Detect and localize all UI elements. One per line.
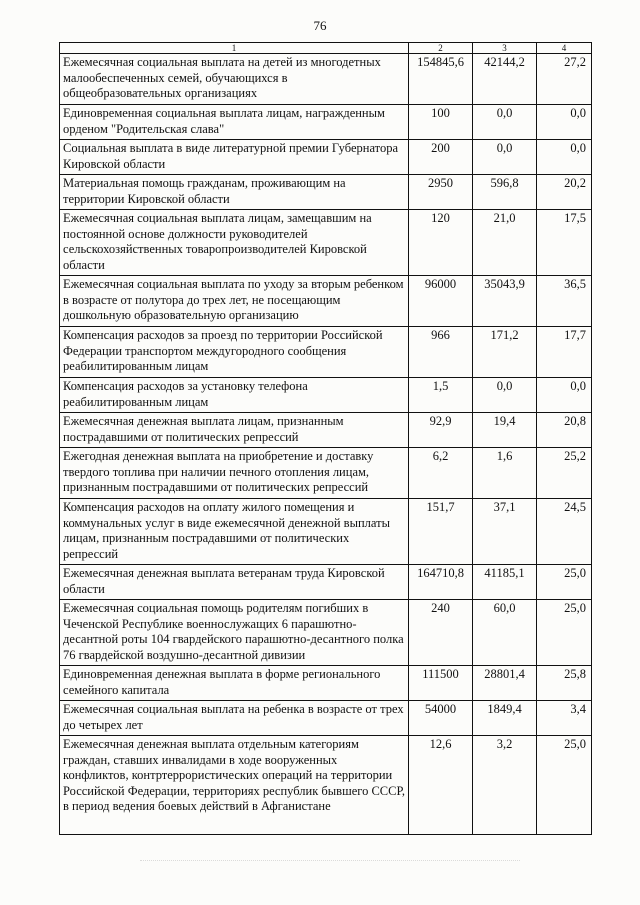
table-row [60, 701, 592, 736]
row-name-cell: Компенсация расходов за установку телефона реабилитированным лицам [60, 378, 409, 413]
table-row [60, 327, 592, 378]
row-actual-cell: 42144,2 [473, 54, 537, 105]
row-plan-cell: 2950 [409, 175, 473, 210]
row-plan-cell: 12,6 [409, 736, 473, 835]
table-row [60, 666, 592, 701]
table-row [60, 600, 592, 666]
row-actual-cell: 3,2 [473, 736, 537, 835]
row-percent-cell: 0,0 [537, 105, 592, 140]
row-plan-cell: 96000 [409, 276, 473, 327]
row-actual-cell: 41185,1 [473, 565, 537, 600]
row-percent-cell: 25,8 [537, 666, 592, 701]
row-actual-cell: 35043,9 [473, 276, 537, 327]
table-row [60, 105, 592, 140]
row-actual-cell: 60,0 [473, 600, 537, 666]
row-actual-cell: 21,0 [473, 210, 537, 276]
row-name-cell: Ежемесячная социальная выплата на ребенка в возрасте от трех до четырех лет [60, 701, 409, 736]
table-row [60, 565, 592, 600]
row-percent-cell: 20,8 [537, 413, 592, 448]
row-name-cell: Ежегодная денежная выплата на приобретение и доставку твердого топлива при наличии печного отопления лицам, признанным пострадавшими от политических репрессий [60, 448, 409, 499]
row-name-cell: Ежемесячная денежная выплата отдельным категориям граждан, ставших инвалидами в ходе вооруженных конфликтов, контртеррористических операций на территории Российской Федерации, территориях республик бывшего СССР, в период ведения боевых действий в Афганистане [60, 736, 409, 835]
row-plan-cell: 151,7 [409, 499, 473, 565]
row-name-cell: Единовременная денежная выплата в форме регионального семейного капитала [60, 666, 409, 701]
row-plan-cell: 54000 [409, 701, 473, 736]
table-row [60, 175, 592, 210]
row-name-cell: Ежемесячная социальная выплата на детей из многодетных малообеспеченных семей, обучающихся в общеобразовательных организациях [60, 54, 409, 105]
table-row [60, 140, 592, 175]
row-plan-cell: 966 [409, 327, 473, 378]
table-row [60, 54, 592, 105]
row-percent-cell: 17,7 [537, 327, 592, 378]
row-name-cell: Материальная помощь гражданам, проживающим на территории Кировской области [60, 175, 409, 210]
row-actual-cell: 1849,4 [473, 701, 537, 736]
row-percent-cell: 20,2 [537, 175, 592, 210]
column-header: 4 [537, 43, 592, 54]
row-plan-cell: 6,2 [409, 448, 473, 499]
row-actual-cell: 1,6 [473, 448, 537, 499]
table-row [60, 276, 592, 327]
row-plan-cell: 154845,6 [409, 54, 473, 105]
row-actual-cell: 19,4 [473, 413, 537, 448]
row-name-cell: Единовременная социальная выплата лицам, награжденным орденом "Родительская слава" [60, 105, 409, 140]
row-actual-cell: 0,0 [473, 378, 537, 413]
row-actual-cell: 0,0 [473, 105, 537, 140]
row-plan-cell: 100 [409, 105, 473, 140]
table-header-row [60, 43, 592, 54]
row-percent-cell: 25,0 [537, 565, 592, 600]
row-plan-cell: 111500 [409, 666, 473, 701]
table-row [60, 378, 592, 413]
row-plan-cell: 240 [409, 600, 473, 666]
table-row [60, 736, 592, 835]
table-row [60, 413, 592, 448]
row-plan-cell: 92,9 [409, 413, 473, 448]
row-actual-cell: 0,0 [473, 140, 537, 175]
row-actual-cell: 171,2 [473, 327, 537, 378]
row-actual-cell: 28801,4 [473, 666, 537, 701]
table-row [60, 499, 592, 565]
row-plan-cell: 1,5 [409, 378, 473, 413]
row-name-cell: Ежемесячная денежная выплата ветеранам труда Кировской области [60, 565, 409, 600]
payments-table [59, 42, 592, 835]
row-percent-cell: 24,5 [537, 499, 592, 565]
row-percent-cell: 25,2 [537, 448, 592, 499]
row-percent-cell: 0,0 [537, 378, 592, 413]
row-name-cell: Компенсация расходов за проезд по территории Российской Федерации транспортом междугородного сообщения реабилитированным лицам [60, 327, 409, 378]
column-header: 1 [60, 43, 409, 54]
scan-artifact [140, 860, 520, 865]
row-percent-cell: 25,0 [537, 736, 592, 835]
table-row [60, 448, 592, 499]
row-actual-cell: 596,8 [473, 175, 537, 210]
row-name-cell: Ежемесячная социальная помощь родителям погибших в Чеченской Республике военнослужащих 6 парашютно-десантной роты 104 гвардейского парашютно-десантного полка 76 гвардейской воздушно-десантной дивизии [60, 600, 409, 666]
column-header: 2 [409, 43, 473, 54]
row-actual-cell: 37,1 [473, 499, 537, 565]
page-number: 76 [313, 18, 327, 33]
row-percent-cell: 27,2 [537, 54, 592, 105]
column-header: 3 [473, 43, 537, 54]
row-percent-cell: 0,0 [537, 140, 592, 175]
row-name-cell: Ежемесячная социальная выплата лицам, замещавшим на постоянной основе должности руководителей сельскохозяйственных товаропроизводителей Кировской области [60, 210, 409, 276]
row-name-cell: Компенсация расходов на оплату жилого помещения и коммунальных услуг в виде ежемесячной денежной выплаты лицам, признанным пострадавшими от политических репрессий [60, 499, 409, 565]
row-name-cell: Ежемесячная денежная выплата лицам, признанным пострадавшими от политических репрессий [60, 413, 409, 448]
row-percent-cell: 36,5 [537, 276, 592, 327]
row-percent-cell: 3,4 [537, 701, 592, 736]
row-name-cell: Ежемесячная социальная выплата по уходу за вторым ребенком в возрасте от полутора до трех лет, не посещающим дошкольную образовательную организацию [60, 276, 409, 327]
row-name-cell: Социальная выплата в виде литературной премии Губернатора Кировской области [60, 140, 409, 175]
row-plan-cell: 200 [409, 140, 473, 175]
row-percent-cell: 17,5 [537, 210, 592, 276]
table-row [60, 210, 592, 276]
row-plan-cell: 164710,8 [409, 565, 473, 600]
row-percent-cell: 25,0 [537, 600, 592, 666]
row-plan-cell: 120 [409, 210, 473, 276]
